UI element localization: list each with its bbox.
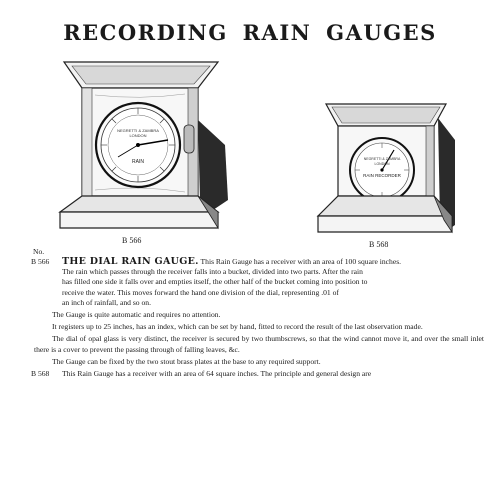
page-title: RECORDING RAIN GAUGES [63, 20, 437, 45]
entry-line: This Rain Gauge has a receiver with an area of 100 square inches. [200, 257, 402, 266]
entry-number: B 568 [31, 369, 50, 379]
paragraph: The Gauge can be fixed by the two stout brass plates at the base to any required support. [52, 356, 321, 366]
svg-text:RAIN RECORDER: RAIN RECORDER [363, 173, 401, 178]
rain-recorder-illustration [318, 104, 455, 232]
svg-text:RAIN: RAIN [132, 159, 144, 165]
entry-line: The rain which passes through the receiver falls into a bucket, divided into two parts. After the rain [62, 267, 363, 277]
entry-line: This Rain Gauge has a receiver with an area of 64 square inches. The principle and general design are [62, 369, 372, 379]
svg-text:LONDON: LONDON [129, 133, 147, 138]
figure-caption-b568: B 568 [369, 240, 389, 249]
entry-line: an inch of rainfall, and so on. [62, 297, 151, 307]
number-column-label: No. [33, 247, 45, 256]
entry-b568 [31, 369, 484, 379]
paragraph: The dial of opal glass is very distinct, the receiver is secured by two thumbscrews, so that the wind cannot move it, and over the small inlet there is a cover to prevent the passing through of falling leaves, &c. [34, 334, 484, 354]
entry-number: B 566 [31, 257, 50, 266]
paragraph: The Gauge is quite automatic and requires no attention. [52, 310, 221, 320]
dial-rain-gauge-illustration [60, 62, 228, 228]
svg-text:LONDON: LONDON [374, 162, 390, 166]
svg-text:NEGRETTI & ZAMBRA: NEGRETTI & ZAMBRA [117, 128, 159, 133]
svg-text:NEGRETTI & ZAMBRA: NEGRETTI & ZAMBRA [363, 157, 401, 161]
catalogue-text [31, 256, 484, 381]
entry-line: receive the water. This moves forward the hand one division of the dial, representing .01 of [62, 287, 339, 297]
paragraph: It registers up to 25 inches, has an index, which can be set by hand, fitted to record the result of the last observation made. [52, 322, 423, 332]
entry-line: has filled one side it falls over and empties itself, the other half of the bucket coming into position to [62, 277, 368, 287]
entry-b566 [31, 256, 484, 308]
entry-heading: THE DIAL RAIN GAUGE. [62, 256, 199, 267]
figure-caption-b566: B 566 [122, 236, 142, 245]
